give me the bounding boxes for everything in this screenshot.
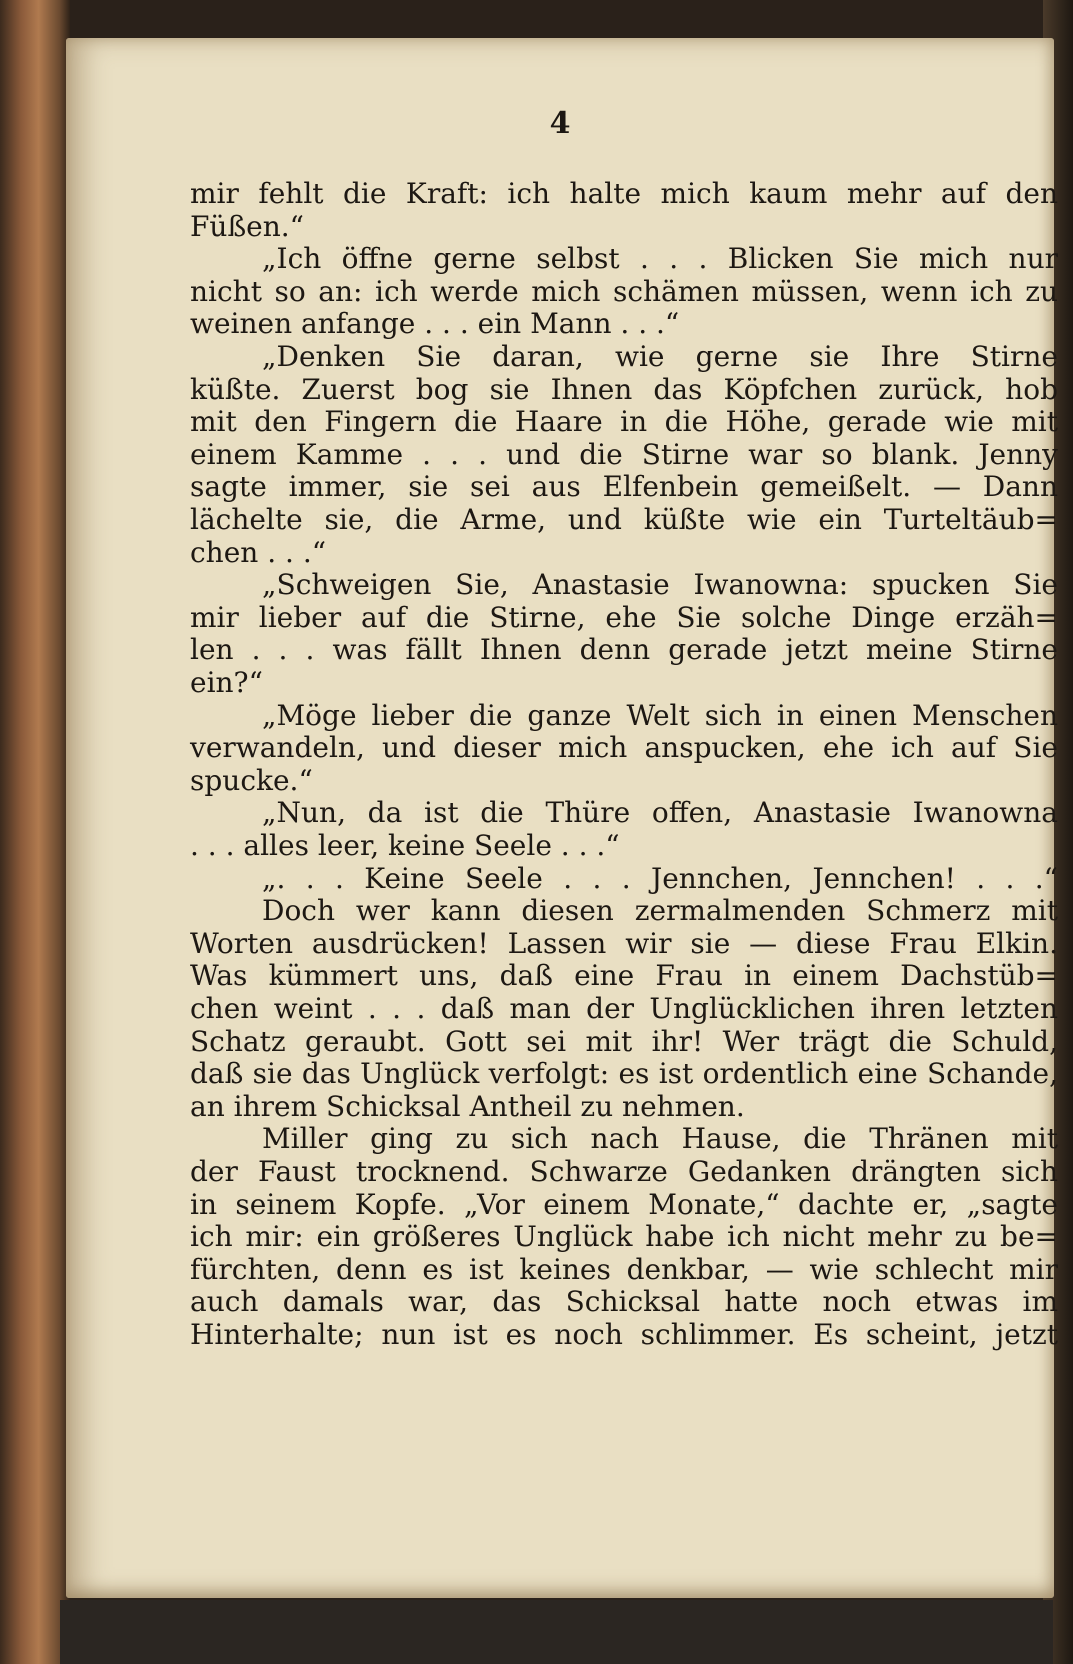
text-line: Doch wer kann diesen zermalmenden Schmerz mit — [262, 894, 1058, 928]
text-line: verwandeln, und dieser mich anspucken, ehe ich auf Sie — [190, 731, 1058, 765]
book-cover-left-edge — [0, 0, 70, 1664]
text-line: Schatz geraubt. Gott sei mit ihr! Wer trägt die Schuld, — [190, 1024, 1058, 1058]
book-page — [66, 38, 1058, 1598]
text-line: „Denken Sie daran, wie gerne sie Ihre Stirne — [262, 340, 1058, 373]
text-line: Worten ausdrücken! Lassen wir sie — diese Frau Elkin. — [190, 926, 1058, 960]
text-line: ich mir: ein größeres Unglück habe ich nicht mehr zu be= — [190, 1220, 1058, 1254]
text-line: chen . . .“ — [190, 535, 327, 569]
text-line: auch damals war, das Schicksal hatte noch etwas im — [190, 1285, 1058, 1319]
text-line: fürchten, denn es ist keines denkbar, — wie schlecht mir — [190, 1252, 1058, 1286]
text-line: mit den Fingern die Haare in die Höhe, gerade wie mit — [190, 405, 1058, 439]
text-line: an ihrem Schicksal Antheil zu nehmen. — [190, 1089, 745, 1123]
text-line: . . . alles leer, keine Seele . . .“ — [190, 829, 620, 862]
text-line: Füßen.“ — [190, 209, 304, 243]
text-line: mir fehlt die Kraft: ich halte mich kaum mehr auf den — [190, 177, 1058, 210]
book-bottom-edge — [60, 1600, 1053, 1664]
text-line: weinen anfange . . . ein Mann . . .“ — [190, 307, 680, 341]
text-line: chen weint . . . daß man der Unglücklichen ihren letzten — [190, 992, 1058, 1025]
text-line: nicht so an: ich werde mich schämen müssen, wenn ich zu — [190, 274, 1058, 308]
text-line: lächelte sie, die Arme, und küßte wie ein Turteltäub= — [190, 503, 1058, 536]
text-line: sagte immer, sie sei aus Elfenbein gemeißelt. — Dann — [190, 470, 1058, 504]
text-line: „Nun, da ist die Thüre offen, Anastasie Iwanowna — [262, 796, 1058, 830]
text-line: „Möge lieber die ganze Welt sich in einen Menschen — [262, 698, 1058, 732]
text-line: Was kümmert uns, daß eine Frau in einem Dachstüb= — [190, 959, 1058, 993]
text-line: in seinem Kopfe. „Vor einem Monate,“ dachte er, „sagte — [190, 1187, 1058, 1221]
text-line: ein?“ — [190, 666, 263, 699]
text-line: daß sie das Unglück verfolgt: es ist ordentlich eine Schande, — [190, 1057, 1058, 1091]
text-line: len . . . was fällt Ihnen denn gerade jetzt meine Stirne — [190, 633, 1058, 667]
text-line: einem Kamme . . . und die Stirne war so blank. Jenny — [190, 437, 1058, 471]
text-line: der Faust trocknend. Schwarze Gedanken drängten sich — [190, 1155, 1058, 1188]
text-line: „. . . Keine Seele . . . Jennchen, Jennchen! . . .“ — [262, 861, 1058, 895]
text-line: spucke.“ — [190, 763, 313, 797]
page-number: 4 — [549, 106, 571, 141]
text-line: „Schweigen Sie, Anastasie Iwanowna: spucken Sie — [262, 568, 1058, 602]
text-line: Miller ging zu sich nach Hause, die Thränen mit — [262, 1122, 1058, 1156]
text-line: küßte. Zuerst bog sie Ihnen das Köpfchen zurück, hob — [190, 372, 1058, 406]
text-line: „Ich öffne gerne selbst . . . Blicken Sie mich nur — [262, 242, 1058, 276]
text-line: mir lieber auf die Stirne, ehe Sie solche Dinge erzäh= — [190, 600, 1058, 634]
text-line: Hinterhalte; nun ist es noch schlimmer. Es scheint, jetzt — [190, 1318, 1058, 1351]
